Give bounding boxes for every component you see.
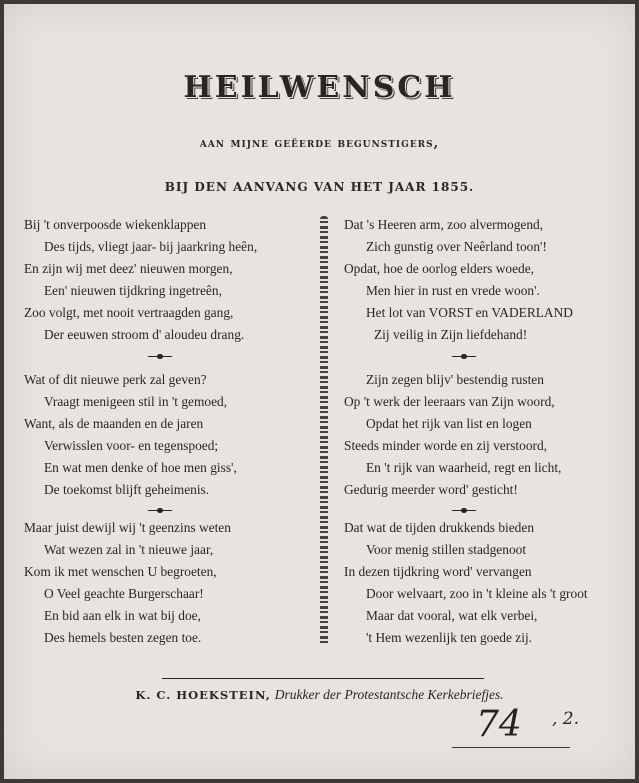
- verse-line: Des hemels besten zegen toe.: [44, 630, 202, 645]
- verse-line: Zoo volgt, met nooit vertraagden gang,: [24, 305, 234, 320]
- verse-line: En 't rijk van waarheid, regt en licht,: [366, 460, 562, 475]
- verse-line: Op 't werk der leeraars van Zijn woord,: [344, 394, 555, 409]
- document-sheet: [4, 4, 635, 779]
- verse-line: Steeds minder worde en zij verstoord,: [344, 438, 548, 453]
- verse-line: Dat wat de tijden drukkends bieden: [344, 520, 535, 535]
- verse-line: Opdat, hoe de oorlog elders woede,: [344, 261, 535, 276]
- footer-rule: [162, 678, 484, 679]
- verse-line: Der eeuwen stroom d' aloudeu drang.: [44, 327, 245, 342]
- verse-line: Des tijds, vliegt jaar- bij jaarkring heên,: [44, 239, 258, 254]
- printer-role: Drukker der Protestantsche Kerkebriefjes.: [274, 687, 504, 702]
- verse-line: In dezen tijdkring word' vervangen: [344, 564, 532, 579]
- handwritten-catalog-suffix: , 2.: [552, 709, 580, 729]
- handwritten-catalog-number: 74: [476, 704, 522, 745]
- verse-line: Zijn zegen blijv' bestendig rusten: [366, 372, 544, 387]
- verse-line: Zich gunstig over Neêrland toon'!: [366, 239, 547, 254]
- poem-title: HEILWENSCH: [183, 70, 456, 105]
- verse-line: Kom ik met wenschen U begroeten,: [24, 564, 217, 579]
- stanza-ornament: [452, 508, 476, 513]
- verse-line: Voor menig stillen stadgenoot: [366, 542, 527, 557]
- verse-line: De toekomst blijft geheimenis.: [44, 482, 210, 497]
- printer-credit: [4, 687, 635, 703]
- verse-line: Het lot van VORST en VADERLAND: [366, 305, 573, 320]
- poem-dedication: aan mijne geëerde begunstigers,: [199, 136, 440, 151]
- poem-occasion: BIJ DEN AANVANG VAN HET JAAR 1855.: [164, 180, 475, 194]
- verse-line: En wat men denke of hoe men giss',: [44, 460, 237, 475]
- stanza-ornament: [452, 354, 476, 359]
- verse-line: Opdat het rijk van list en logen: [366, 416, 532, 431]
- verse-line: Dat 's Heeren arm, zoo alvermogend,: [344, 217, 544, 232]
- verse-line: Maar dat vooral, wat elk verbei,: [366, 608, 538, 623]
- verse-line: Door welvaart, zoo in 't kleine als 't groot: [366, 586, 588, 601]
- handwritten-underline: [452, 747, 570, 748]
- verse-line: Want, als de maanden en de jaren: [24, 416, 204, 431]
- verse-line: 't Hem wezenlijk ten goede zij.: [366, 630, 533, 645]
- verse-line: Wat of dit nieuwe perk zal geven?: [24, 372, 207, 387]
- verse-line: En zijn wij met deez' nieuwen morgen,: [24, 261, 233, 276]
- verse-line: Een' nieuwen tijdkring ingetreên,: [44, 283, 222, 298]
- verse-line: Verwisslen voor- en tegenspoed;: [44, 438, 219, 453]
- verse-line: Vraagt menigeen stil in 't gemoed,: [44, 394, 228, 409]
- verse-line: Men hier in rust en vrede woon'.: [366, 283, 540, 298]
- verse-line: Gedurig meerder word' gesticht!: [344, 482, 518, 497]
- verse-line: Wat wezen zal in 't nieuwe jaar,: [44, 542, 214, 557]
- verse-line: En bid aan elk in wat bij doe,: [44, 608, 201, 623]
- verse-line: Bij 't onverpoosde wiekenklappen: [24, 217, 207, 232]
- verse-line: Maar juist dewijl wij 't geenzins weten: [24, 520, 231, 535]
- verse-line: O Veel geachte Burgerschaar!: [44, 586, 204, 601]
- printer-name: K. C. HOEKSTEIN,: [135, 688, 271, 702]
- verse-line: Zij veilig in Zijn liefdehand!: [374, 327, 528, 342]
- right-column: [4, 4, 635, 779]
